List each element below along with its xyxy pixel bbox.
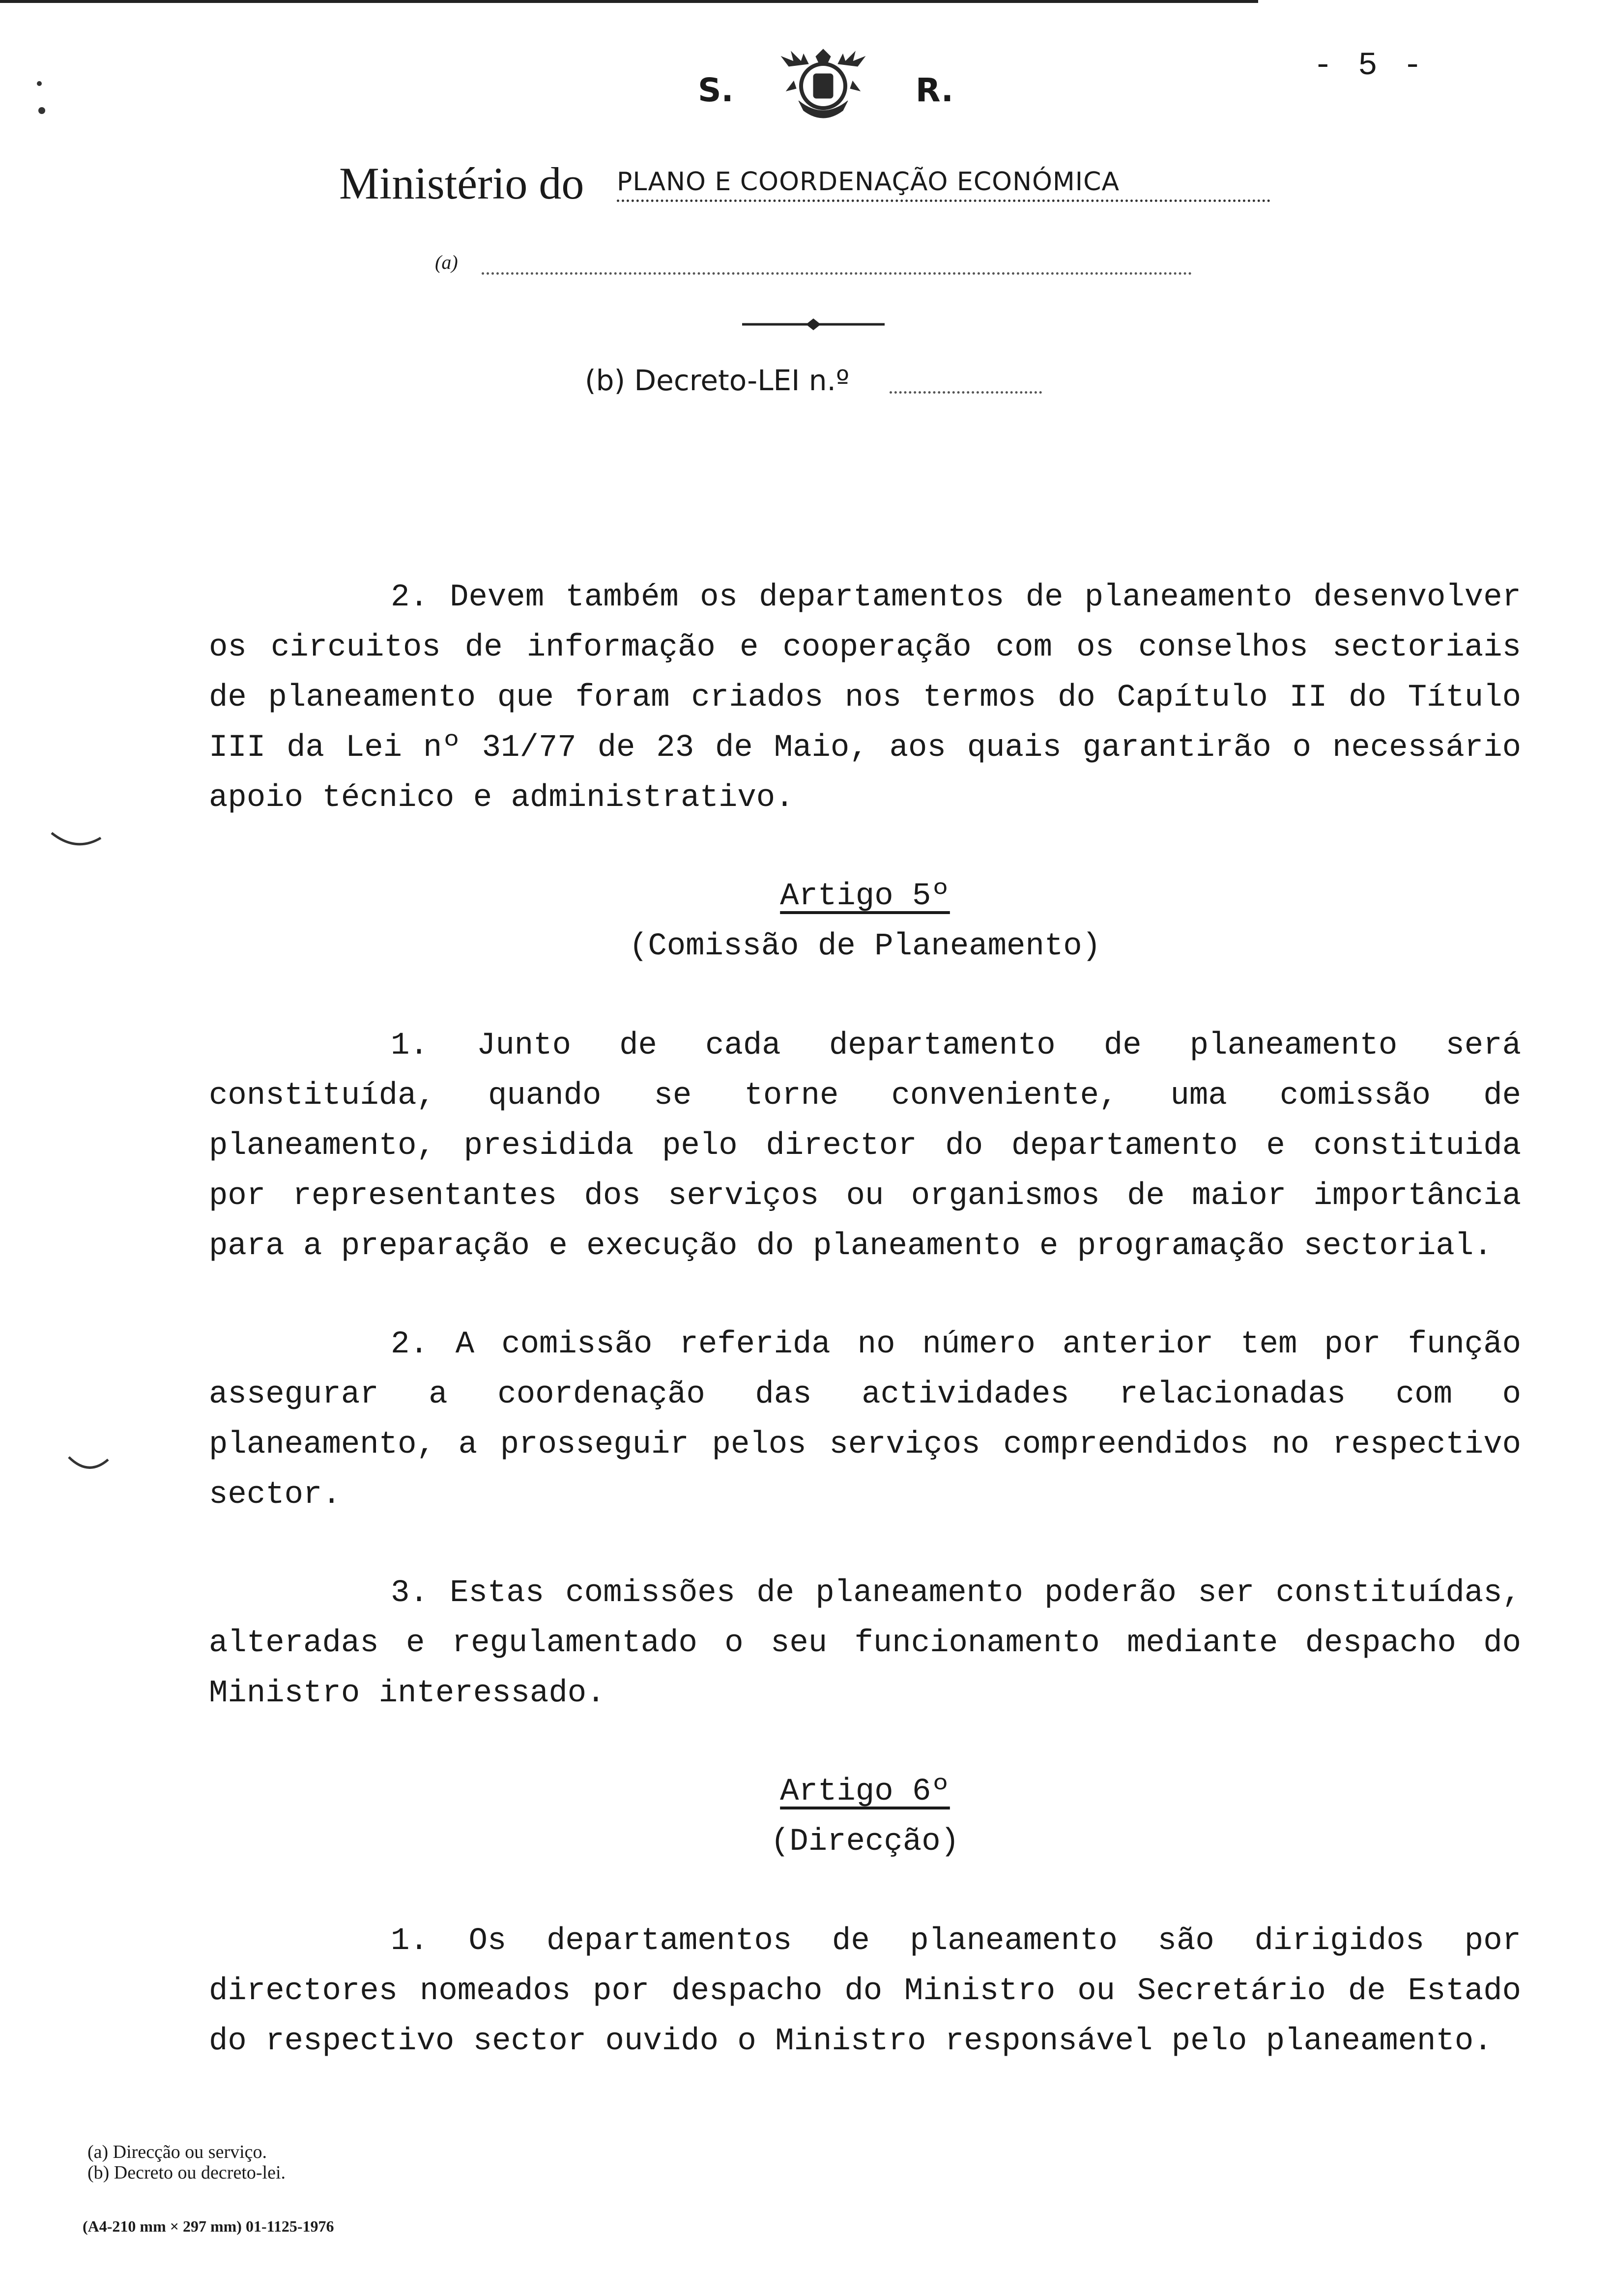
decree-number-blank	[890, 391, 1042, 394]
decree-label: (b) Decreto-LEI n.º	[585, 364, 850, 397]
footnotes	[87, 2142, 677, 2183]
top-border-rule	[0, 0, 1258, 3]
diamond-divider-icon	[742, 315, 885, 334]
article-5-paragraph-1: 1. Junto de cada departamento de planeamento será constituída, quando se torne conveniente, uma comissão de planeamento, presidida pelo director do departamento e constituida por representantes dos serviços ou organismos de maior importância para a preparação e execução do planeamento e programação sectorial.	[209, 1028, 1521, 1264]
directorate-field	[435, 251, 1192, 285]
ministry-name: PLANO E COORDENAÇÃO ECONÓMICA	[617, 167, 1270, 202]
decree-line	[585, 359, 1042, 403]
coat-of-arms-icon	[774, 47, 872, 125]
republic-letterhead	[688, 47, 963, 125]
punch-hole-mark-icon	[66, 1455, 111, 1474]
letterhead-initial-r: R.	[915, 71, 953, 109]
article-5-title: Artigo 5º	[780, 879, 950, 914]
footnote-a: (a) Direcção ou serviço.	[87, 2142, 267, 2162]
ministry-prefix: Ministério do	[339, 158, 584, 208]
footnote-b: (b) Decreto ou decreto-lei.	[87, 2162, 286, 2183]
article-6-title: Artigo 6º	[780, 1774, 950, 1809]
article-5-paragraph-3: 3. Estas comissões de planeamento poderão ser constituídas, alteradas e regulamentado o seu funcionamento mediante despacho do Ministro interessado.	[209, 1576, 1521, 1711]
article-5-subtitle: (Comissão de Planeamento)	[629, 929, 1101, 964]
article-6-paragraph-1: 1. Os departamentos de planeamento são dirigidos por directores nomeados por despacho do Ministro ou Secretário de Estado do respectivo sector ouvido o Ministro responsável pelo planeamento.	[209, 1923, 1521, 2059]
directorate-field-label: (a)	[435, 251, 458, 273]
directorate-field-blank	[482, 272, 1192, 275]
scan-speck-icon	[29, 74, 49, 123]
letterhead-initial-s: S.	[698, 71, 734, 109]
article-4-paragraph-2: 2. Devem também os departamentos de planeamento desenvolver os circuitos de informação e cooperação com os conselhos sectoriais de planeamento que foram criados nos termos do Capítulo II do Título III da Lei nº 31/77 de 23 de Maio, aos quais garantirão o necessário apoio técnico e administrativo.	[209, 580, 1521, 816]
punch-hole-mark-icon	[49, 831, 103, 850]
form-code: (A4-210 mm × 297 mm) 01-1125-1976	[83, 2217, 334, 2235]
ministry-line	[339, 157, 1273, 211]
document-body	[209, 573, 1521, 2066]
article-5-paragraph-2: 2. A comissão referida no número anterior tem por função assegurar a coordenação das actividades relacionadas com o planeamento, a prosseguir pelos serviços compreendidos no respectivo sector.	[209, 1327, 1521, 1513]
article-6-subtitle: (Direcção)	[770, 1824, 960, 1860]
page-number: - 5 -	[1313, 47, 1425, 84]
